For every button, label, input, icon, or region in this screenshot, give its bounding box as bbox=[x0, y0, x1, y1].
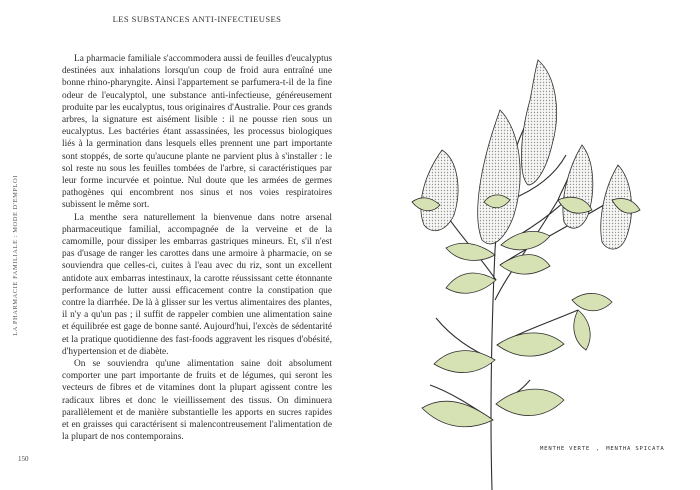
right-page bbox=[350, 0, 700, 490]
body-text bbox=[62, 53, 332, 444]
leaf bbox=[574, 310, 590, 350]
paragraph-menthe: La menthe sera naturellement la bienvenue dans notre arsenal pharmaceutique familial, accompagnée de la verveine et de la camomille, pour dissiper les embarras gastriques mineurs. Et, s'il n'est pas d'usage de ranger les carottes dans une armoire à pharmacie, on se souviendra que celles-ci, cuites à l'eau avec du riz, sont un excellent antidote aux embarras intestinaux, la carotte réussissant cette étonnante performance de lutter aussi efficacement contre la constipation que contre la diarrhée. De là à glisser sur les vertus alimentaires des plantes, il n'y a qu'un pas ; il suffit de rappeler combien une alimentation saine et équilibrée est gage de bonne santé. Aujourd'hui, l'excès de sédentarité et la pratique quotidienne des fast-foods aggravent les risques d'obésité, d'hypertension et de diabète. bbox=[62, 212, 332, 357]
leaf bbox=[434, 351, 495, 373]
leaf bbox=[497, 333, 564, 356]
leaf bbox=[496, 389, 564, 415]
caption-latin-name: MENTHA SPICATA bbox=[606, 446, 665, 452]
leaf bbox=[422, 401, 493, 427]
page-number: 150 bbox=[18, 455, 29, 463]
caption-common-name: MENTHE VERTE bbox=[540, 446, 591, 452]
leaf bbox=[446, 273, 496, 293]
leaf bbox=[446, 243, 495, 260]
running-head: LES SUBSTANCES ANTI-INFECTIEUSES bbox=[112, 14, 282, 24]
paragraph-eucalyptus: La pharmacie familiale s'accommodera aussi de feuilles d'eucalyptus destinées aux inhalations lorsqu'un coup de froid aura entraîné une bonne rhino-pharyngite. Ainsi l'appartement se parfumera-t-il de la fine odeur de l'eucalyptol, une substance anti-infectieuse, généreusement produite par les eucalyptus, tous originaires d'Australie. Pour ces grands arbres, la signature est aisément lisible : il ne pousse rien sous un eucalyptus. Les bactéries étant assassinées, les processus biologiques liés à la germination dans lesquels elles prennent une part importante sont stoppés, de sorte qu'aucune plante ne parvient plus à s'installer : le sol reste nu sous les feuilles tombées de l'arbre, si caractéristiques par leur forme incurvée et pointue. Nul doute que les armées de germes pathogènes qui encombrent nos sinus et nos voies respiratoires subissent le même sort. bbox=[62, 54, 332, 211]
leaf bbox=[501, 231, 550, 249]
side-title: LA PHARMACIE FAMILIALE : MODE D'EMPLOI bbox=[12, 175, 19, 336]
caption-separator: , bbox=[596, 446, 601, 452]
illustration-caption bbox=[540, 446, 665, 452]
paragraph-alimentation: On se souviendra qu'une alimentation saine doit absolument comporter une part importante de fruits et de légumes, qui seront les vecteurs de fibres et de vitamines dont la plupart agissent contre les radicaux libres et donc le vieillissement des tissus. On diminuera parallèlement et de manière substantielle les apports en sucres rapides et en graisses qui caractérisent si malencontreusement l'alimentation de la plupart de nos contemporains. bbox=[62, 359, 332, 443]
mint-plant-illustration bbox=[350, 0, 700, 490]
leaf bbox=[572, 293, 612, 310]
flower-spikes bbox=[421, 60, 632, 249]
leaf bbox=[500, 255, 550, 275]
